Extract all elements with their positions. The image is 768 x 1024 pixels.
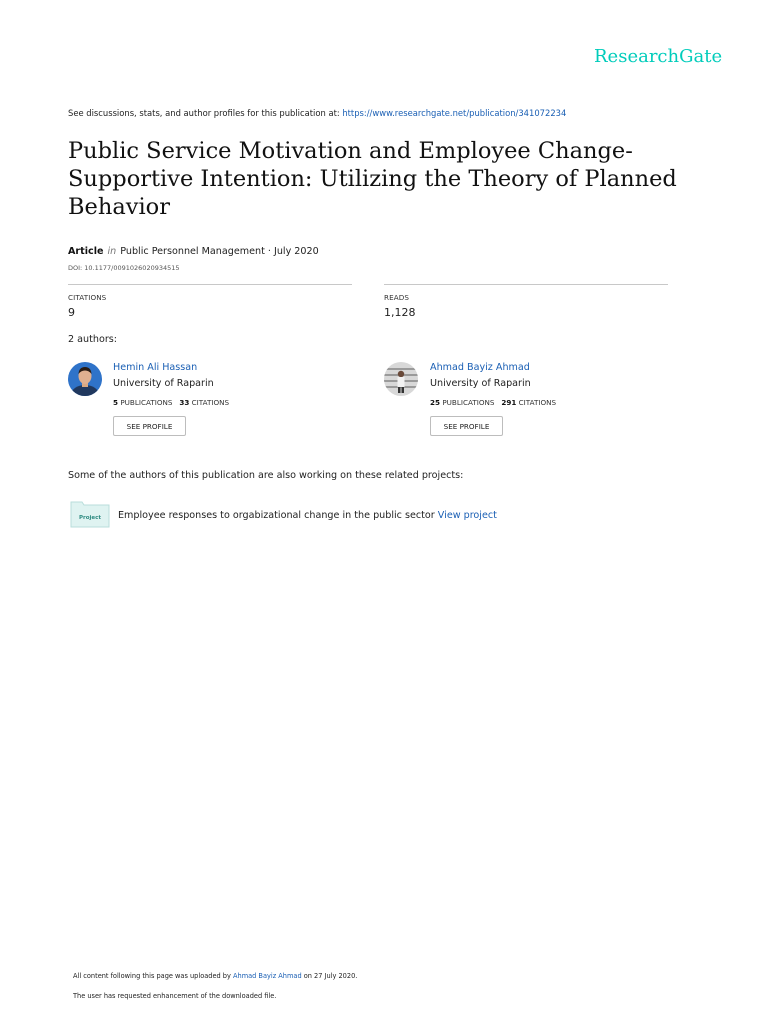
reads-label: READS [384, 293, 410, 302]
article-meta [68, 246, 319, 257]
author-2-publications: 25 [430, 398, 441, 407]
authors-heading: 2 authors: [68, 334, 117, 345]
discussion-text: See discussions, stats, and author profiles for this publication at: [68, 108, 343, 118]
author-1-name[interactable]: Hemin Ali Hassan [113, 362, 198, 373]
reads-divider [384, 284, 668, 285]
author-1-affiliation: University of Raparin [113, 378, 214, 389]
author-1-see-profile-button[interactable]: SEE PROFILE [113, 416, 186, 436]
avatar-photo-icon [68, 362, 102, 396]
citations-value: 9 [68, 306, 75, 319]
article-title: Public Service Motivation and Employee Change-Supportive Intention: Utilizing the Theory of Planned Behavior [68, 138, 677, 220]
author-1-citations-label: CITATIONS [191, 398, 230, 407]
project-folder-icon [70, 500, 110, 528]
citations-divider [68, 284, 352, 285]
project-item [118, 510, 497, 521]
uploader-link[interactable]: Ahmad Bayiz Ahmad [233, 972, 302, 980]
author-1-stats [113, 398, 229, 407]
author-1-avatar[interactable] [68, 362, 102, 396]
journal-date: Public Personnel Management · July 2020 [120, 246, 319, 257]
avatar-photo-icon [384, 362, 418, 396]
researchgate-logo[interactable]: ResearchGate [594, 46, 723, 67]
article-doi: DOI: 10.1177/0091026020934515 [68, 264, 180, 272]
author-2-avatar[interactable] [384, 362, 418, 396]
author-2-name[interactable]: Ahmad Bayiz Ahmad [430, 362, 530, 373]
view-project-link[interactable]: View project [437, 510, 497, 521]
project-title: Employee responses to orgabizational change in the public sector [118, 510, 438, 521]
author-2-see-profile-button[interactable]: SEE PROFILE [430, 416, 503, 436]
upload-suffix: on 27 July 2020. [301, 972, 358, 980]
upload-note [73, 972, 357, 980]
author-1-publications-label: PUBLICATIONS [120, 398, 173, 407]
author-2-citations-label: CITATIONS [518, 398, 557, 407]
citations-label: CITATIONS [68, 293, 107, 302]
upload-prefix: All content following this page was uploaded by [73, 972, 233, 980]
enhancement-note: The user has requested enhancement of the downloaded file. [73, 992, 277, 1000]
in-label: in [107, 246, 117, 257]
author-2-affiliation: University of Raparin [430, 378, 531, 389]
author-2-citations: 291 [501, 398, 517, 407]
article-type: Article [68, 246, 104, 257]
related-projects-heading: Some of the authors of this publication are also working on these related projects: [68, 470, 464, 481]
publication-discussion-line [68, 108, 566, 118]
project-icon-label: Project [78, 515, 102, 521]
publication-url-link[interactable]: https://www.researchgate.net/publication/341072234 [342, 108, 567, 118]
reads-value: 1,128 [384, 306, 416, 319]
author-1-publications: 5 [113, 398, 119, 407]
author-2-stats [430, 398, 556, 407]
author-1-citations: 33 [179, 398, 190, 407]
author-2-publications-label: PUBLICATIONS [442, 398, 495, 407]
